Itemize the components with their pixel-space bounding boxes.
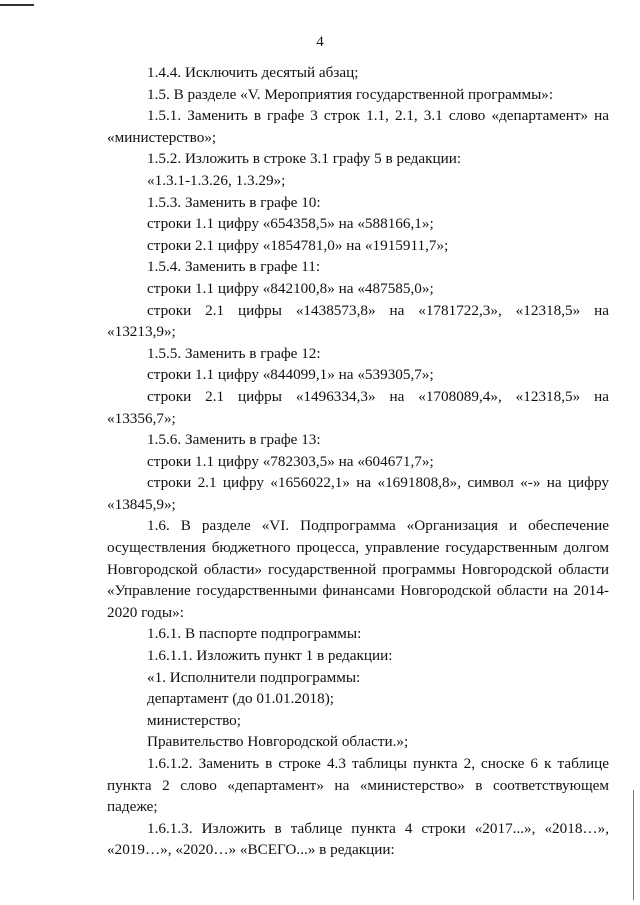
paragraph: «1.3.1-1.3.26, 1.3.29»; [147,171,286,189]
paragraph: 1.5.1. Заменить в графе 3 строк 1.1, 2.1, 3.1 слово «департамент» на «министерство»; [107,107,609,146]
paragraph: 1.6.1.1. Изложить пункт 1 в редакции: [147,647,393,665]
paragraph: строки 2.1 цифру «1656022,1» на «1691808,8», символ «-» на цифру «13845,9»; [107,474,609,513]
paragraph: 1.5.3. Заменить в графе 10: [147,193,321,211]
scan-edge-mark [633,790,634,900]
paragraph: 1.5. В разделе «V. Мероприятия государственной программы»: [147,85,554,103]
document-body [107,62,609,861]
paragraph: «1. Исполнители подпрограммы: [147,668,361,686]
paragraph: строки 2.1 цифры «1438573,8» на «1781722,3», «12318,5» на «13213,9»; [107,301,609,341]
paragraph: 1.5.6. Заменить в графе 13: [147,431,321,449]
paragraph: 1.6. В разделе «VI. Подпрограмма «Организация и обеспечение осуществления бюджетного процесса, управление государственным долгом Новгородской области» государственной программы Новгородской области «Управление государственными финансами Новгородской области на 2014-2020 годы»: [107,517,609,621]
paragraph: строки 2.1 цифры «1496334,3» на «1708089,4», «12318,5» на «13356,7»; [107,387,609,427]
paragraph: строки 2.1 цифру «1854781,0» на «1915911,7»; [147,236,449,254]
paragraph: департамент (до 01.01.2018); [147,690,335,708]
scan-corner-line [0,4,34,6]
paragraph: строки 1.1 цифру «654358,5» на «588166,1»; [147,215,434,233]
paragraph: 1.6.1.2. Заменить в строке 4.3 таблицы пункта 2, сноске 6 к таблице пункта 2 слово «департамент» на «министерство» в соответствующем падеже; [107,755,609,816]
paragraph: 1.6.1. В паспорте подпрограммы: [147,625,362,643]
paragraph: строки 1.1 цифру «782303,5» на «604671,7»; [147,452,434,470]
paragraph: строки 1.1 цифру «842100,8» на «487585,0»; [147,279,434,297]
paragraph: 1.5.5. Заменить в графе 12: [147,344,321,362]
paragraph: Правительство Новгородской области.»; [147,733,409,751]
paragraph: 1.4.4. Исключить десятый абзац; [147,64,359,81]
paragraph: 1.5.2. Изложить в строке 3.1 графу 5 в редакции: [147,150,462,168]
paragraph: министерство; [147,711,241,729]
paragraph: строки 1.1 цифру «844099,1» на «539305,7»; [147,366,434,384]
paragraph: 1.6.1.3. Изложить в таблице пункта 4 строки «2017...», «2018…», «2019…», «2020…» «ВСЕГО...» в редакции: [107,819,609,859]
paragraph: 1.5.4. Заменить в графе 11: [147,258,321,276]
page-number: 4 [316,34,324,50]
